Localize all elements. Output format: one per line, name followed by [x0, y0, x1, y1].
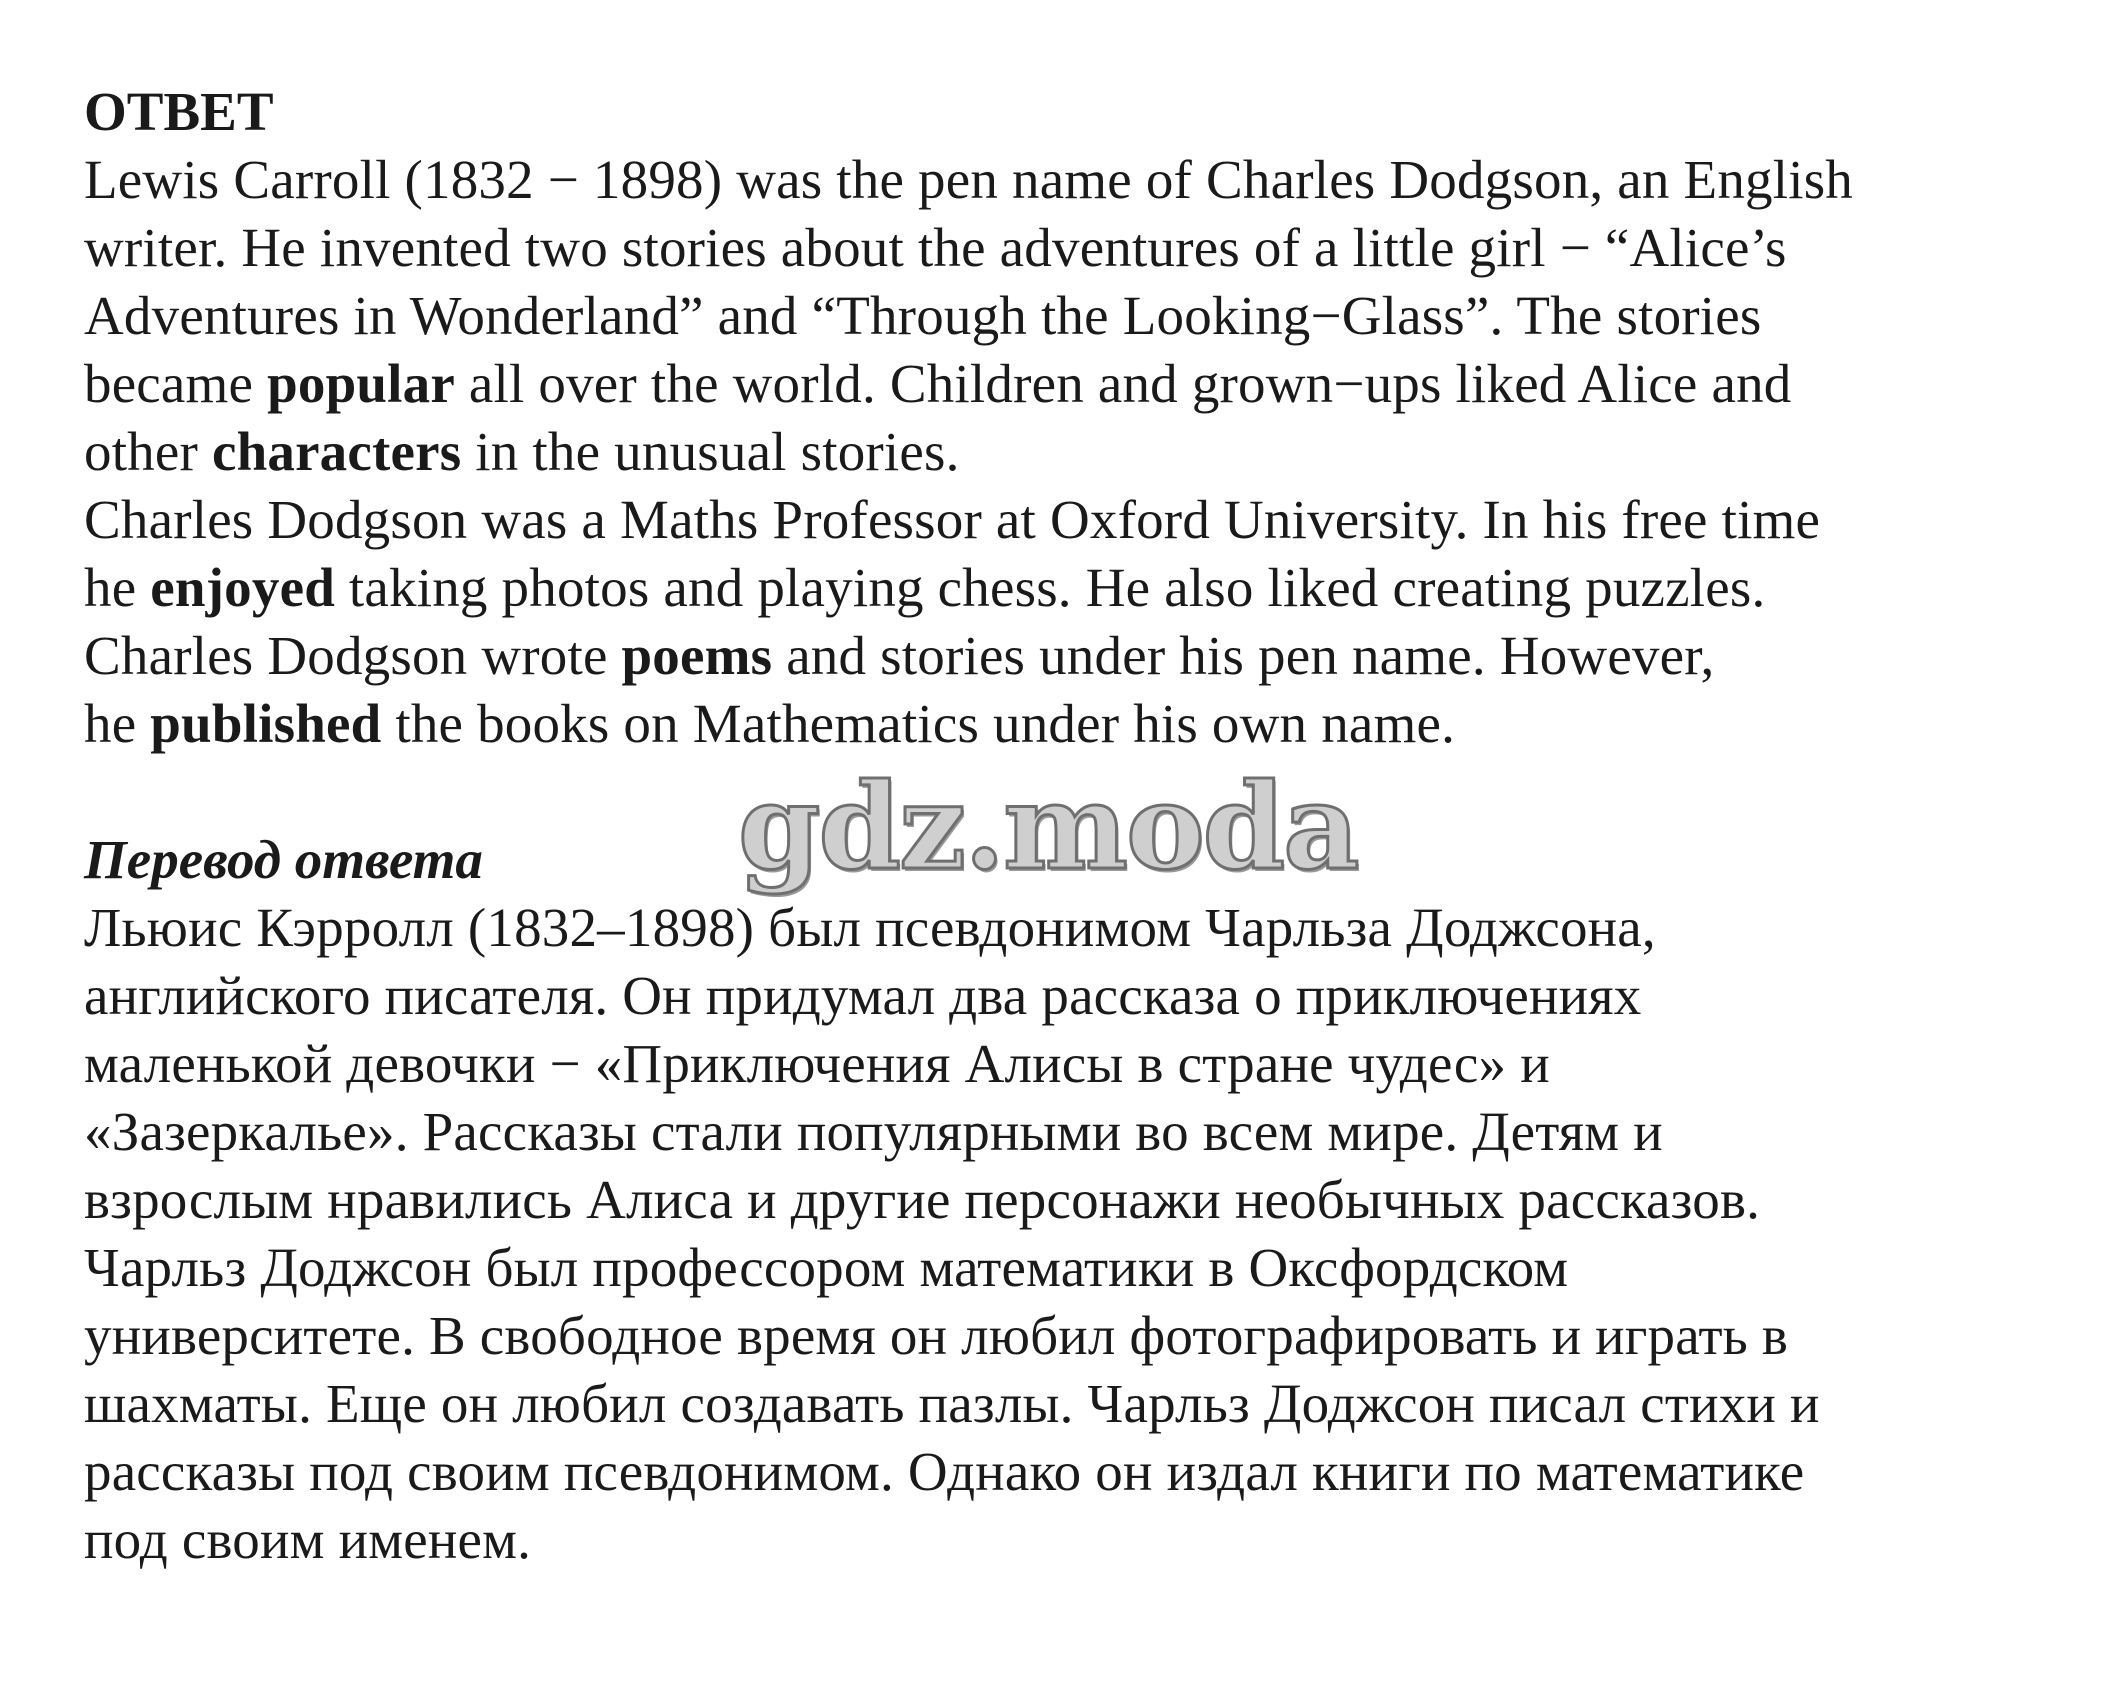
answer-line: [84, 146, 2064, 214]
text-run: Lewis Carroll (1832 − 1898) was the pen name of Charles Dodgson, an English: [84, 149, 1854, 210]
watermark-logo: gdz.moda: [738, 757, 1358, 896]
keyword-bold: poems: [621, 625, 773, 686]
answer-line: [84, 418, 2064, 486]
translation-text: [84, 894, 2064, 1574]
keyword-bold: popular: [267, 353, 455, 414]
text-run: the books on Mathematics under his own name.: [381, 693, 1456, 754]
translation-line: взрослым нравились Алиса и другие персонажи необычных рассказов.: [84, 1169, 1761, 1230]
translation-line: английского писателя. Он придумал два рассказа о приключениях: [84, 965, 1642, 1026]
answer-line: [84, 282, 2064, 350]
text-run: became: [84, 353, 268, 414]
answer-text: [84, 146, 2064, 758]
answer-line: [84, 554, 2064, 622]
answer-line: [84, 214, 2064, 282]
answer-line: [84, 486, 2064, 554]
text-run: Adventures in Wonderland” and “Through the Looking−Glass”. The stories: [84, 285, 1762, 346]
translation-line: университете. В свободное время он любил фотографировать и играть в: [84, 1305, 1789, 1366]
translation-line: Чарльз Доджсон был профессором математики в Оксфордском: [84, 1237, 1569, 1298]
translation-line: Льюис Кэрролл (1832–1898) был псевдонимом Чарльза Доджсона,: [84, 897, 1656, 958]
translation-line: шахматы. Еще он любил создавать пазлы. Чарльз Доджсон писал стихи и: [84, 1373, 1820, 1434]
text-run: he: [84, 693, 151, 754]
translation-line: рассказы под своим псевдонимом. Однако он издал книги по математике: [84, 1441, 1805, 1502]
keyword-bold: enjoyed: [150, 557, 335, 618]
text-run: he: [84, 557, 151, 618]
text-run: taking photos and playing chess. He also liked creating puzzles.: [334, 557, 1766, 618]
translation-line: маленькой девочки − «Приключения Алисы в стране чудес» и: [84, 1033, 1550, 1094]
text-run: other: [84, 421, 212, 482]
answer-line: [84, 690, 2064, 758]
translation-heading: Перевод ответа: [84, 829, 483, 890]
text-run: in the unusual stories.: [461, 421, 960, 482]
text-run: writer. He invented two stories about the adventures of a little girl − “Alice’s: [84, 217, 1787, 278]
text-run: Charles Dodgson was a Maths Professor at Oxford University. In his free time: [84, 489, 1821, 550]
keyword-bold: characters: [211, 421, 462, 482]
answer-heading: ОТВЕТ: [84, 81, 274, 142]
keyword-bold: published: [150, 693, 382, 754]
text-run: Charles Dodgson wrote: [84, 625, 622, 686]
answer-line: [84, 350, 2064, 418]
text-run: all over the world. Children and grown−ups liked Alice and: [454, 353, 1792, 414]
answer-line: [84, 622, 2064, 690]
translation-line: «Зазеркалье». Рассказы стали популярными во всем мире. Детям и: [84, 1101, 1663, 1162]
translation-line: под своим именем.: [84, 1509, 532, 1570]
text-run: and stories under his pen name. However,: [772, 625, 1715, 686]
